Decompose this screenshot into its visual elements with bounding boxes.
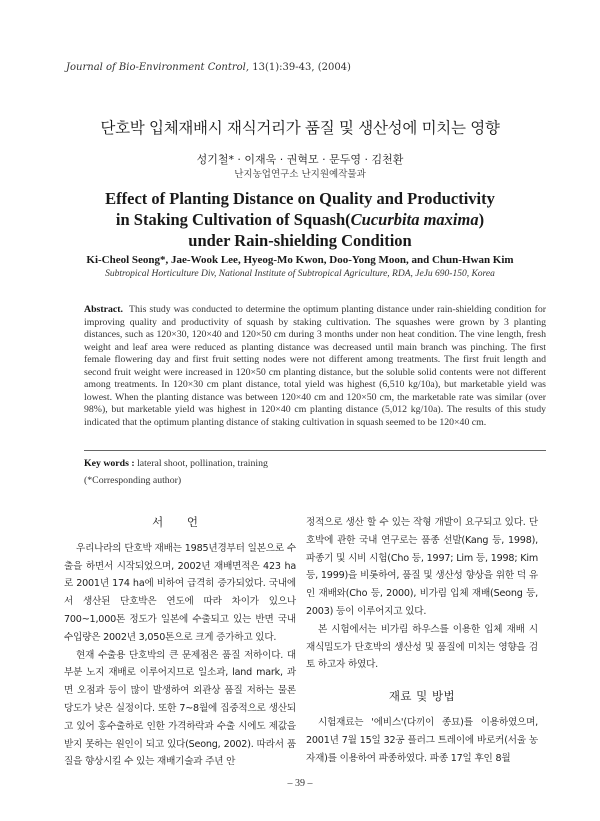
- journal-citation: [66, 62, 351, 73]
- english-title: [0, 188, 600, 251]
- journal-name: Journal of Bio-Environment Control,: [66, 62, 250, 73]
- english-authors: Ki-Cheol Seong*, Jae-Wook Lee, Hyeog-Mo Kwon, Doo-Yong Moon, and Chun-Hwan Kim: [86, 254, 514, 266]
- english-affiliation: Subtropical Horticulture Div, National Institute of Subtropical Agriculture, RDA, JeJu 690-150, Korea: [105, 269, 495, 279]
- page-number: – 39 –: [287, 778, 313, 789]
- english-title-line-3: under Rain-shielding Condition: [188, 231, 412, 250]
- methods-heading: 재료 및 방법: [388, 689, 456, 704]
- introduction-heading: 서 언: [152, 515, 208, 529]
- corresponding-author-note: (*Corresponding author): [84, 475, 182, 486]
- korean-affiliation: 난지농업연구소 난지원예작물과: [234, 169, 366, 180]
- journal-issue: 13(1):39-43, (2004): [252, 62, 351, 73]
- english-title-line-1: Effect of Planting Distance on Quality and Productivity: [105, 189, 495, 208]
- korean-title: 단호박 입체재배시 재식거리가 품질 및 생산성에 미치는 영향: [100, 119, 500, 137]
- abstract: [84, 304, 546, 429]
- methods-paragraph-1: 시험재료는 '에비스'(다끼이 종묘)를 이용하였으며, 2001년 7월 15일 32공 플러그 트레이에 바로커(서울 농자재)를 이용하여 파종하였다. 파종 17일 후인 8월: [306, 716, 538, 764]
- english-title-line-2: [0, 209, 600, 230]
- korean-authors: 성기철* · 이재욱 · 권혁모 · 문두영 · 김천환: [196, 153, 404, 166]
- title-line2-post: ): [478, 210, 485, 229]
- intro-paragraph-3: 정적으로 생산 할 수 있는 작형 개발이 요구되고 있다. 단호박에 관한 국내 연구로는 품종 선발(Kang 등, 1998), 파종기 및 시비 시험(Cho 등, 1997; Lim 등, 1998; Kim 등, 1999)을 비롯하여, 품질 및 생산성 향상을 위한 덕 유인 재배와(Cho 등, 2000), 비가림 입체 재배(Seong 등, 2003) 등이 이루어지고 있다.: [306, 517, 538, 617]
- intro-paragraph-4: 본 시험에서는 비가림 하우스를 이용한 입체 재배 시 재식밀도가 단호박의 생산성 및 품질에 미치는 영향을 검토 하고자 하였다.: [306, 623, 538, 671]
- intro-paragraph-1: 우리나라의 단호박 재배는 1985년경부터 일본으로 수출을 하면서 시작되었으며, 2002년 재배면적은 423 ha로 2001년 174 ha에 비하여 급격히 증가되었다. 국내에서 생산된 단호박은 연도에 따라 차이가 있으나 700~1,000톤 정도가 일본에 수출되고 있는 반면 국내 수입량은 2002년 3,050톤으로 크게 증가하고 있다.: [64, 542, 296, 643]
- left-column: [64, 514, 296, 771]
- right-column: [306, 514, 538, 767]
- keywords-text: lateral shoot, pollination, training: [137, 458, 268, 469]
- title-line2-pre: in Staking Cultivation of Squash(: [115, 210, 351, 229]
- abstract-text: This study was conducted to determine the optimum planting distance under rain-shielding condition for improving quality and productivity of squash by staking cultivation. The squashes were grown by 3 planting distances, such as 120×30, 120×40 and 120×50 cm during 3 months under non heat condition. The vine length, fresh weight and leaf area were reduced as planting distance was decreased until main branch was pinching. The first female flowering day and first fruit setting nodes were not different among treatments. The first fruit length and second fruit weight were increased in 120×50 cm planting distance, but the soluble solid contents were not different among treatments. In 120×30 cm plant distance, total yield was highest (6,510 kg/10a), but marketable yield was lowest. When the planting distance was between 120×40 cm and 120×50 cm, the marketable rate was similar (over 98%), but marketable yield was highest in 120×40 cm planting distance (5,012 kg/10a). The results of this study indicated that the optimum planting distance of staking cultivation in squash seemed to be 120×40 cm.: [84, 304, 546, 428]
- title-species-name: Cucurbita maxima: [350, 210, 479, 229]
- keywords: [84, 458, 268, 469]
- keywords-label: Key words :: [84, 458, 135, 469]
- abstract-divider: [84, 450, 546, 451]
- intro-paragraph-2: 현재 수출용 단호박의 큰 문제점은 품질 저하이다. 대부분 노지 재배로 이루어지므로 일소과, land mark, 과면 오점과 등이 많이 발생하여 외관상 품질 저하는 물론 당도가 낮은 실정이다. 또한 7~8월에 집중적으로 생산되고 있어 홍수출하로 인한 가격하락과 수출 시에도 제값을 받지 못하는 원인이 되고 있다(Seong, 2002). 따라서 품질을 향상시킬 수 있는 재배기술과 주년 안: [64, 649, 296, 768]
- abstract-label: Abstract.: [84, 304, 123, 315]
